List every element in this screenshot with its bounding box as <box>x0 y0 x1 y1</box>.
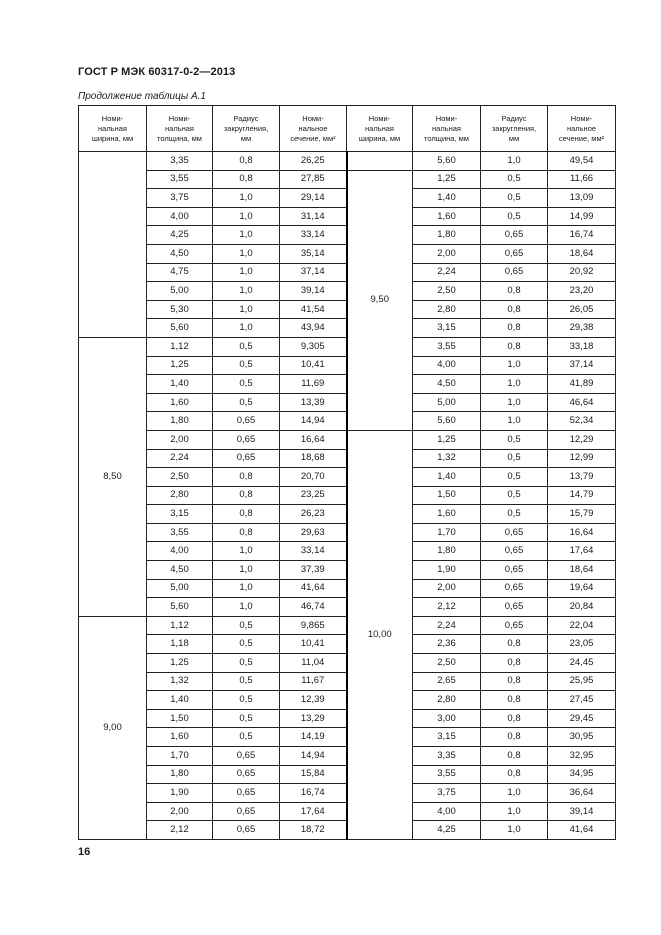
section-cell: 11,04 <box>280 654 347 673</box>
thickness-cell: 3,00 <box>413 709 481 728</box>
thickness-cell: 1,25 <box>413 170 481 189</box>
header-line: Номи- <box>368 113 391 123</box>
section-cell: 24,45 <box>548 654 616 673</box>
section-cell: 15,84 <box>280 765 347 784</box>
radius-cell: 0,8 <box>481 672 548 691</box>
thickness-cell: 4,00 <box>413 356 481 375</box>
section-cell: 13,39 <box>280 393 347 412</box>
thickness-cell: 5,00 <box>147 282 213 301</box>
radius-cell: 0,8 <box>481 300 548 319</box>
section-cell: 52,34 <box>548 412 616 431</box>
thickness-cell: 1,40 <box>413 468 481 487</box>
section-cell: 27,45 <box>548 691 616 710</box>
thickness-cell: 1,80 <box>147 765 213 784</box>
header-line: нальная <box>165 123 194 133</box>
thickness-cell: 3,35 <box>413 747 481 766</box>
header-line: нальное <box>298 123 328 133</box>
section-cell: 23,25 <box>280 486 347 505</box>
thickness-cell: 2,24 <box>413 263 481 282</box>
radius-cell: 1,0 <box>481 784 548 803</box>
radius-cell: 1,0 <box>481 356 548 375</box>
section-cell: 13,79 <box>548 468 616 487</box>
section-cell: 15,79 <box>548 505 616 524</box>
radius-cell: 0,5 <box>213 635 280 654</box>
section-cell: 23,05 <box>548 635 616 654</box>
section-cell: 26,23 <box>280 505 347 524</box>
section-cell: 20,70 <box>280 468 347 487</box>
section-cell: 26,25 <box>280 152 347 171</box>
radius-cell: 0,8 <box>481 765 548 784</box>
header-line: Радиус <box>501 113 527 123</box>
radius-cell: 1,0 <box>213 189 280 208</box>
radius-cell: 0,65 <box>213 784 280 803</box>
table-row <box>79 430 616 449</box>
thickness-cell: 3,55 <box>413 337 481 356</box>
thickness-cell: 4,75 <box>147 263 213 282</box>
thickness-cell: 5,60 <box>147 598 213 617</box>
section-cell: 29,63 <box>280 523 347 542</box>
radius-cell: 0,8 <box>481 319 548 338</box>
section-cell: 11,69 <box>280 375 347 394</box>
thickness-cell: 1,25 <box>147 356 213 375</box>
section-cell: 16,74 <box>548 226 616 245</box>
thickness-cell: 1,25 <box>413 430 481 449</box>
radius-cell: 1,0 <box>213 598 280 617</box>
radius-cell: 1,0 <box>481 802 548 821</box>
dimensions-table <box>78 105 616 840</box>
table-caption: Продолжение таблицы А.1 <box>78 91 206 102</box>
thickness-cell: 4,25 <box>413 821 481 840</box>
thickness-cell: 3,55 <box>413 765 481 784</box>
section-cell: 34,95 <box>548 765 616 784</box>
section-cell: 17,64 <box>548 542 616 561</box>
thickness-cell: 1,18 <box>147 635 213 654</box>
thickness-cell: 4,00 <box>413 802 481 821</box>
header-line: Номи- <box>302 113 324 123</box>
width-cell: 9,00 <box>79 616 147 839</box>
radius-cell: 0,8 <box>481 747 548 766</box>
thickness-cell: 3,15 <box>413 728 481 747</box>
radius-cell: 0,8 <box>213 170 280 189</box>
section-cell: 37,14 <box>280 263 347 282</box>
header-line: нальная <box>432 123 461 133</box>
radius-cell: 0,65 <box>213 821 280 840</box>
radius-cell: 1,0 <box>213 282 280 301</box>
section-cell: 14,94 <box>280 412 347 431</box>
radius-cell: 1,0 <box>481 412 548 431</box>
section-cell: 29,14 <box>280 189 347 208</box>
section-cell: 46,64 <box>548 393 616 412</box>
thickness-cell: 2,00 <box>413 244 481 263</box>
thickness-cell: 1,40 <box>413 189 481 208</box>
radius-cell: 0,65 <box>481 244 548 263</box>
radius-cell: 0,65 <box>481 598 548 617</box>
thickness-cell: 1,25 <box>147 654 213 673</box>
section-cell: 22,04 <box>548 616 616 635</box>
header-line: толщина, мм <box>157 133 202 143</box>
header-line: сечение, мм² <box>290 133 336 143</box>
header-line: сечение, мм² <box>558 133 605 143</box>
thickness-cell: 4,00 <box>147 542 213 561</box>
radius-cell: 0,8 <box>481 282 548 301</box>
radius-cell: 0,5 <box>213 654 280 673</box>
thickness-cell: 4,50 <box>147 561 213 580</box>
header-line: мм <box>508 133 520 143</box>
section-cell: 29,45 <box>548 709 616 728</box>
section-cell: 33,14 <box>280 226 347 245</box>
header-line: нальное <box>566 123 597 133</box>
radius-cell: 0,8 <box>481 709 548 728</box>
page-number: 16 <box>78 846 91 858</box>
thickness-cell: 1,32 <box>413 449 481 468</box>
section-cell: 9,305 <box>280 337 347 356</box>
header-line: закругления, <box>491 123 537 133</box>
thickness-cell: 1,32 <box>147 672 213 691</box>
section-cell: 30,95 <box>548 728 616 747</box>
thickness-cell: 2,80 <box>413 300 481 319</box>
thickness-cell: 1,90 <box>413 561 481 580</box>
radius-cell: 0,65 <box>481 561 548 580</box>
thickness-cell: 1,60 <box>413 207 481 226</box>
section-cell: 36,64 <box>548 784 616 803</box>
radius-cell: 0,8 <box>481 635 548 654</box>
section-cell: 41,54 <box>280 300 347 319</box>
header-line: Радиус <box>233 113 259 123</box>
header-line: Номи- <box>101 113 124 123</box>
section-cell: 10,41 <box>280 356 347 375</box>
radius-cell: 1,0 <box>213 579 280 598</box>
thickness-cell: 1,40 <box>147 691 213 710</box>
radius-cell: 0,5 <box>481 430 548 449</box>
section-cell: 32,95 <box>548 747 616 766</box>
section-cell: 37,39 <box>280 561 347 580</box>
thickness-cell: 2,12 <box>413 598 481 617</box>
thickness-cell: 4,25 <box>147 226 213 245</box>
section-cell: 39,14 <box>548 802 616 821</box>
section-cell: 31,14 <box>280 207 347 226</box>
section-cell: 29,38 <box>548 319 616 338</box>
radius-cell: 0,8 <box>213 468 280 487</box>
thickness-cell: 3,75 <box>147 189 213 208</box>
width-cell <box>347 152 413 171</box>
radius-cell: 1,0 <box>213 319 280 338</box>
radius-cell: 1,0 <box>481 375 548 394</box>
thickness-cell: 5,60 <box>147 319 213 338</box>
section-cell: 20,92 <box>548 263 616 282</box>
section-cell: 37,14 <box>548 356 616 375</box>
radius-cell: 0,5 <box>213 393 280 412</box>
thickness-cell: 1,12 <box>147 616 213 635</box>
thickness-cell: 5,60 <box>413 152 481 171</box>
radius-cell: 0,5 <box>213 709 280 728</box>
thickness-cell: 2,80 <box>413 691 481 710</box>
section-cell: 19,64 <box>548 579 616 598</box>
radius-cell: 0,5 <box>213 672 280 691</box>
column-header <box>347 106 413 152</box>
radius-cell: 0,8 <box>213 486 280 505</box>
section-cell: 14,79 <box>548 486 616 505</box>
width-cell <box>79 152 147 338</box>
thickness-cell: 2,36 <box>413 635 481 654</box>
section-cell: 41,89 <box>548 375 616 394</box>
header-line: толщина, мм <box>424 133 469 143</box>
section-cell: 18,68 <box>280 449 347 468</box>
thickness-cell: 2,80 <box>147 486 213 505</box>
thickness-cell: 2,00 <box>147 430 213 449</box>
section-cell: 27,85 <box>280 170 347 189</box>
column-header <box>280 106 347 152</box>
section-cell: 18,72 <box>280 821 347 840</box>
header-line: ширина, мм <box>91 133 134 143</box>
header-line: мм <box>240 133 252 143</box>
radius-cell: 0,8 <box>213 523 280 542</box>
radius-cell: 0,8 <box>481 691 548 710</box>
thickness-cell: 1,12 <box>147 337 213 356</box>
section-cell: 14,94 <box>280 747 347 766</box>
header-line: закругления, <box>223 123 269 133</box>
radius-cell: 0,5 <box>213 691 280 710</box>
radius-cell: 0,5 <box>213 728 280 747</box>
thickness-cell: 4,00 <box>147 207 213 226</box>
radius-cell: 1,0 <box>213 300 280 319</box>
thickness-cell: 4,50 <box>147 244 213 263</box>
radius-cell: 0,5 <box>481 207 548 226</box>
section-cell: 33,18 <box>548 337 616 356</box>
thickness-cell: 1,80 <box>147 412 213 431</box>
section-cell: 10,41 <box>280 635 347 654</box>
radius-cell: 0,5 <box>213 375 280 394</box>
section-cell: 33,14 <box>280 542 347 561</box>
radius-cell: 0,5 <box>213 337 280 356</box>
section-cell: 16,74 <box>280 784 347 803</box>
thickness-cell: 5,60 <box>413 412 481 431</box>
radius-cell: 0,65 <box>213 765 280 784</box>
table-row <box>79 170 616 189</box>
radius-cell: 1,0 <box>481 152 548 171</box>
thickness-cell: 2,00 <box>413 579 481 598</box>
section-cell: 46,74 <box>280 598 347 617</box>
radius-cell: 1,0 <box>213 542 280 561</box>
column-header <box>481 106 548 152</box>
thickness-cell: 3,75 <box>413 784 481 803</box>
thickness-cell: 5,30 <box>147 300 213 319</box>
section-cell: 35,14 <box>280 244 347 263</box>
section-cell: 18,64 <box>548 561 616 580</box>
radius-cell: 0,5 <box>481 170 548 189</box>
thickness-cell: 1,50 <box>413 486 481 505</box>
section-cell: 12,29 <box>548 430 616 449</box>
radius-cell: 1,0 <box>213 561 280 580</box>
radius-cell: 1,0 <box>213 244 280 263</box>
section-cell: 11,66 <box>548 170 616 189</box>
section-cell: 14,19 <box>280 728 347 747</box>
width-cell: 9,50 <box>347 170 413 430</box>
thickness-cell: 2,12 <box>147 821 213 840</box>
section-cell: 16,64 <box>548 523 616 542</box>
thickness-cell: 2,65 <box>413 672 481 691</box>
thickness-cell: 1,60 <box>147 728 213 747</box>
thickness-cell: 5,00 <box>147 579 213 598</box>
section-cell: 11,67 <box>280 672 347 691</box>
thickness-cell: 3,55 <box>147 523 213 542</box>
width-cell: 8,50 <box>79 337 147 616</box>
section-cell: 13,29 <box>280 709 347 728</box>
radius-cell: 0,5 <box>481 189 548 208</box>
radius-cell: 0,65 <box>481 523 548 542</box>
column-header <box>213 106 280 152</box>
radius-cell: 0,65 <box>213 430 280 449</box>
thickness-cell: 1,60 <box>413 505 481 524</box>
radius-cell: 0,8 <box>481 654 548 673</box>
radius-cell: 0,65 <box>481 579 548 598</box>
header-line: Номи- <box>168 113 191 123</box>
section-cell: 16,64 <box>280 430 347 449</box>
thickness-cell: 2,24 <box>413 616 481 635</box>
section-cell: 26,05 <box>548 300 616 319</box>
column-header <box>413 106 481 152</box>
radius-cell: 0,5 <box>213 356 280 375</box>
thickness-cell: 2,50 <box>147 468 213 487</box>
thickness-cell: 1,70 <box>147 747 213 766</box>
section-cell: 18,64 <box>548 244 616 263</box>
radius-cell: 1,0 <box>481 393 548 412</box>
radius-cell: 1,0 <box>213 207 280 226</box>
radius-cell: 0,5 <box>481 449 548 468</box>
header-line: Номи- <box>570 113 593 123</box>
column-header <box>548 106 616 152</box>
thickness-cell: 1,80 <box>413 542 481 561</box>
radius-cell: 0,5 <box>481 486 548 505</box>
thickness-cell: 4,50 <box>413 375 481 394</box>
radius-cell: 0,65 <box>213 747 280 766</box>
section-cell: 17,64 <box>280 802 347 821</box>
radius-cell: 0,65 <box>213 412 280 431</box>
thickness-cell: 2,50 <box>413 654 481 673</box>
thickness-cell: 2,00 <box>147 802 213 821</box>
table-header <box>79 106 616 152</box>
radius-cell: 0,65 <box>213 802 280 821</box>
header-line: нальная <box>98 123 127 133</box>
thickness-cell: 1,70 <box>413 523 481 542</box>
radius-cell: 0,5 <box>481 468 548 487</box>
thickness-cell: 1,90 <box>147 784 213 803</box>
thickness-cell: 1,50 <box>147 709 213 728</box>
section-cell: 9,865 <box>280 616 347 635</box>
thickness-cell: 2,24 <box>147 449 213 468</box>
thickness-cell: 3,15 <box>413 319 481 338</box>
column-header <box>79 106 147 152</box>
header-line: ширина, мм <box>358 133 401 143</box>
section-cell: 23,20 <box>548 282 616 301</box>
section-cell: 41,64 <box>548 821 616 840</box>
section-cell: 25,95 <box>548 672 616 691</box>
section-cell: 20,84 <box>548 598 616 617</box>
thickness-cell: 1,80 <box>413 226 481 245</box>
thickness-cell: 3,15 <box>147 505 213 524</box>
radius-cell: 1,0 <box>213 226 280 245</box>
radius-cell: 0,65 <box>481 226 548 245</box>
table-body <box>79 152 616 840</box>
radius-cell: 0,65 <box>481 616 548 635</box>
thickness-cell: 5,00 <box>413 393 481 412</box>
table-row <box>79 152 616 171</box>
thickness-cell: 1,60 <box>147 393 213 412</box>
header-line: Номи- <box>435 113 458 123</box>
section-cell: 12,99 <box>548 449 616 468</box>
section-cell: 43,94 <box>280 319 347 338</box>
column-header <box>147 106 213 152</box>
thickness-cell: 1,40 <box>147 375 213 394</box>
radius-cell: 1,0 <box>213 263 280 282</box>
section-cell: 14,99 <box>548 207 616 226</box>
section-cell: 13,09 <box>548 189 616 208</box>
section-cell: 39,14 <box>280 282 347 301</box>
radius-cell: 0,65 <box>481 542 548 561</box>
radius-cell: 1,0 <box>481 821 548 840</box>
radius-cell: 0,5 <box>481 505 548 524</box>
radius-cell: 0,8 <box>481 337 548 356</box>
width-cell: 10,00 <box>347 430 413 839</box>
radius-cell: 0,65 <box>481 263 548 282</box>
section-cell: 12,39 <box>280 691 347 710</box>
thickness-cell: 2,50 <box>413 282 481 301</box>
section-cell: 49,54 <box>548 152 616 171</box>
radius-cell: 0,8 <box>213 152 280 171</box>
thickness-cell: 3,55 <box>147 170 213 189</box>
radius-cell: 0,8 <box>213 505 280 524</box>
radius-cell: 0,8 <box>481 728 548 747</box>
section-cell: 41,64 <box>280 579 347 598</box>
thickness-cell: 3,35 <box>147 152 213 171</box>
radius-cell: 0,5 <box>213 616 280 635</box>
header-line: нальная <box>365 123 394 133</box>
document-title: ГОСТ Р МЭК 60317-0-2—2013 <box>78 66 236 78</box>
radius-cell: 0,65 <box>213 449 280 468</box>
